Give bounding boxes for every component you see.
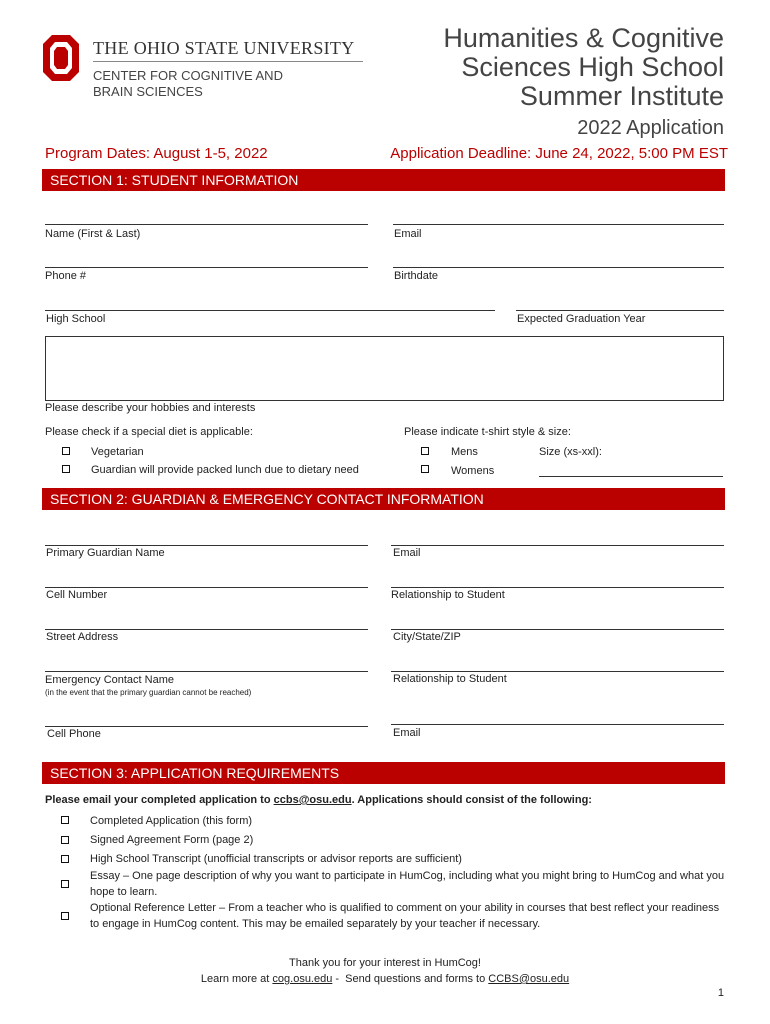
diet-label: Please check if a special diet is applicable:: [45, 426, 253, 438]
hobbies-label: Please describe your hobbies and interests: [45, 402, 256, 414]
name-label: Name (First & Last): [45, 228, 141, 240]
cog-site-link[interactable]: cog.osu.edu: [272, 973, 333, 985]
title-line3: Summer Institute: [519, 81, 724, 111]
center-name-line2: BRAIN SCIENCES: [93, 84, 203, 99]
name-field[interactable]: [45, 224, 368, 225]
packed-lunch-label: Guardian will provide packed lunch due to dietary need: [91, 464, 359, 476]
req-checkbox-1[interactable]: [61, 816, 69, 824]
cell-phone-label: Cell Phone: [47, 728, 101, 740]
req-item-4: Essay – One page description of why you want to participate in HumCog, including what you might bring to HumCog and what you hope to learn.: [90, 870, 725, 898]
req-item-1: Completed Application (this form): [90, 815, 253, 827]
center-name-line1: CENTER FOR COGNITIVE AND: [93, 68, 283, 83]
section3-header: SECTION 3: APPLICATION REQUIREMENTS: [42, 762, 725, 784]
guardian-email-field[interactable]: [391, 545, 724, 546]
high-school-field[interactable]: [45, 310, 495, 311]
footer-separator: - Send questions and forms to: [332, 973, 489, 985]
footer-learn-more: Learn more at: [200, 973, 273, 985]
footer-contact: [0, 973, 770, 985]
street-address-label: Street Address: [46, 631, 119, 643]
guardian-email-label: Email: [393, 547, 421, 559]
req-item-2: Signed Agreement Form (page 2): [90, 834, 254, 846]
phone-label: Phone #: [45, 270, 86, 282]
req-checkbox-3[interactable]: [61, 855, 69, 863]
intro-text-after: . Applications should consist of the following:: [351, 794, 592, 806]
section1-header: SECTION 1: STUDENT INFORMATION: [42, 169, 725, 191]
section2-header: SECTION 2: GUARDIAN & EMERGENCY CONTACT INFORMATION: [42, 488, 725, 510]
requirements-intro: [45, 794, 592, 806]
womens-label: Womens: [451, 465, 495, 477]
cell-phone-field[interactable]: [45, 726, 368, 727]
size-label: Size (xs-xxl):: [539, 446, 602, 458]
grad-year-label: Expected Graduation Year: [517, 313, 646, 325]
logo-divider: [93, 61, 363, 62]
emergency-name-label: Emergency Contact Name: [45, 674, 174, 686]
intro-text-before: Please email your completed application to: [45, 794, 274, 806]
grad-year-field[interactable]: [516, 310, 724, 311]
email-label: Email: [394, 228, 422, 240]
req-item-5: Optional Reference Letter – From a teacher who is qualified to comment on your ability in courses that best reflect your readiness to engage in HumCog content. This may be emailed separately by your teacher if necessary.: [90, 902, 720, 930]
emergency-name-field[interactable]: [45, 671, 368, 672]
vegetarian-checkbox[interactable]: [62, 447, 70, 455]
req-item-3: High School Transcript (unofficial transcripts or advisor reports are sufficient): [90, 853, 462, 865]
page-number: 1: [717, 987, 724, 999]
application-deadline: Application Deadline: June 24, 2022, 5:00 PM EST: [390, 145, 728, 162]
vegetarian-label: Vegetarian: [91, 446, 144, 458]
program-dates: Program Dates: August 1-5, 2022: [45, 145, 268, 162]
cell-number-field[interactable]: [45, 587, 368, 588]
req-checkbox-2[interactable]: [61, 836, 69, 844]
req-checkbox-4[interactable]: [61, 880, 69, 888]
emergency-email-label: Email: [393, 727, 421, 739]
email-field[interactable]: [393, 224, 724, 225]
ccbs-email-link[interactable]: ccbs@osu.edu: [273, 794, 352, 806]
mens-label: Mens: [451, 446, 478, 458]
packed-lunch-checkbox[interactable]: [62, 465, 70, 473]
guardian-name-field[interactable]: [45, 545, 368, 546]
birthdate-label: Birthdate: [394, 270, 439, 282]
hobbies-textarea[interactable]: [45, 336, 724, 401]
birthdate-field[interactable]: [393, 267, 724, 268]
high-school-label: High School: [46, 313, 106, 325]
title-line2: Sciences High School: [461, 52, 724, 82]
relationship-label: Relationship to Student: [391, 589, 505, 601]
tshirt-label: Please indicate t-shirt style & size:: [404, 426, 571, 438]
footer-thanks: Thank you for your interest in HumCog!: [289, 957, 481, 969]
emergency-note: (in the event that the primary guardian cannot be reached): [45, 688, 252, 697]
mens-checkbox[interactable]: [421, 447, 429, 455]
phone-field[interactable]: [45, 267, 368, 268]
city-state-zip-label: City/State/ZIP: [393, 631, 461, 643]
title-line1: Humanities & Cognitive: [443, 23, 724, 53]
womens-checkbox[interactable]: [421, 465, 429, 473]
emergency-email-field[interactable]: [391, 724, 724, 725]
osu-logo: [42, 34, 80, 82]
req-checkbox-5[interactable]: [61, 912, 69, 920]
emergency-relationship-field[interactable]: [391, 671, 724, 672]
emergency-relationship-label: Relationship to Student: [393, 673, 507, 685]
size-field[interactable]: [539, 476, 723, 477]
ccbs-footer-email-link[interactable]: CCBS@osu.edu: [488, 973, 570, 985]
subtitle: 2022 Application: [577, 117, 724, 139]
guardian-name-label: Primary Guardian Name: [46, 547, 165, 559]
university-name: THE OHIO STATE UNIVERSITY: [93, 38, 355, 58]
street-address-field[interactable]: [45, 629, 368, 630]
city-state-zip-field[interactable]: [391, 629, 724, 630]
relationship-field[interactable]: [391, 587, 724, 588]
cell-number-label: Cell Number: [46, 589, 108, 601]
